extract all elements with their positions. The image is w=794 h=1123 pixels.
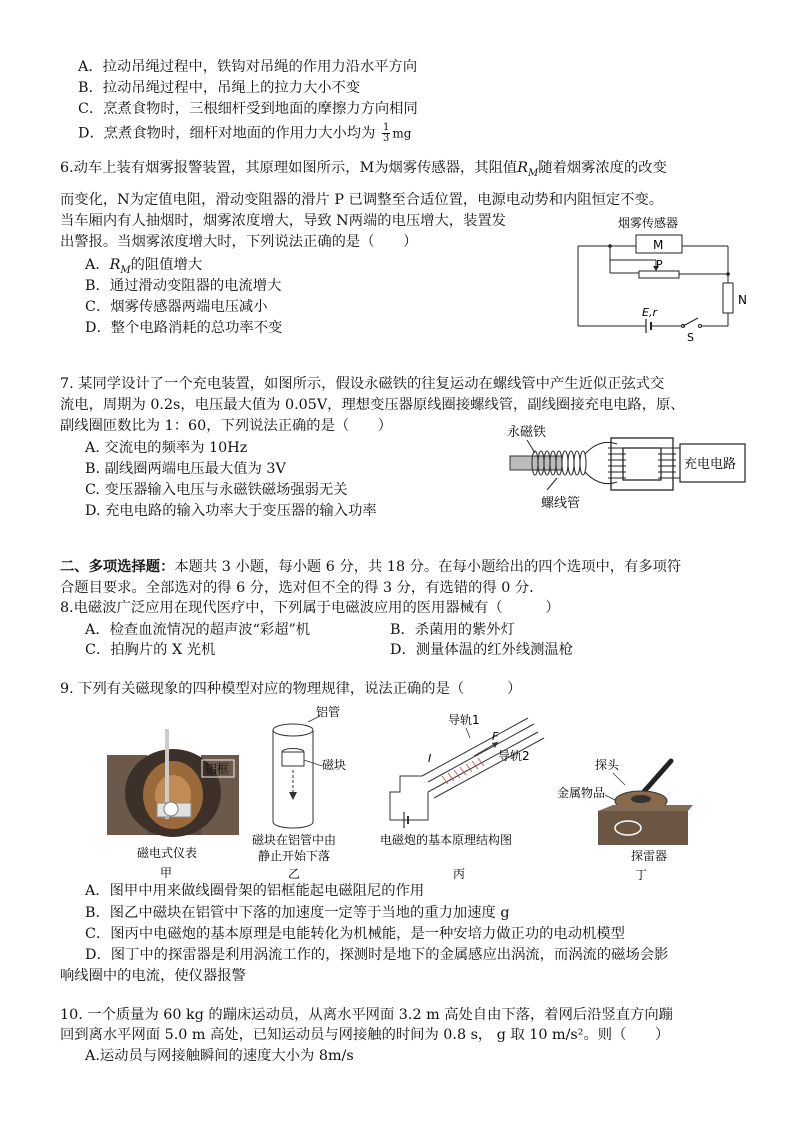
- charging-circuit-label: 充电电路: [684, 457, 737, 472]
- sensor-m-label: M: [653, 238, 664, 252]
- magnet-block-label: 磁块: [322, 758, 347, 772]
- q7-line1: 7. 某同学设计了一个充电装置，如图所示，假设永磁铁的往复运动在螺线管中产生近似正弦式交: [60, 376, 665, 392]
- figure-jia-galvanometer: [105, 725, 245, 880]
- transformer-core: [611, 438, 673, 490]
- q8-option-a: A．检查血流情况的超声波“彩超”机: [85, 622, 311, 638]
- q6-line4: 出警报。当烟雾浓度增大时，下列说法正确的是（ ）: [60, 234, 418, 250]
- section2-line1: [60, 557, 681, 577]
- smoke-alarm-circuit-diagram: [570, 208, 760, 348]
- q6-option-b: B．通过滑动变阻器的电流增大: [85, 278, 282, 294]
- q10-line2: 回到离水平网面 5.0 m 高处，已知运动员与网接触的时间为 0.8 s， g 取 10 m/s²。则（ ）: [60, 1027, 670, 1043]
- battery-er-label: E,r: [642, 306, 657, 319]
- figure-bing-letter: 丙: [453, 867, 466, 881]
- figure-ding-mine-detector: [553, 755, 693, 885]
- q6-line1: [60, 158, 667, 184]
- q10-line1: 10. 一个质量为 60 kg 的蹦床运动员，从离水平网面 3.2 m 高处自由下落，着网后沿竖直方向蹦: [60, 1007, 673, 1023]
- q9-option-c: C．图丙中电磁炮的基本原理是电能转化为机械能，是一种安培力做正功的电动机模型: [85, 926, 625, 942]
- q9-option-d-line2: 响线圈中的电流，使仪器报警: [60, 968, 246, 984]
- q5-option-d-text: D．烹煮食物时，细杆对地面的作用力大小均为: [78, 125, 376, 142]
- figure-yi-aluminum-tube: [248, 700, 358, 880]
- railgun-caption: 电磁炮的基本原理结构图: [380, 833, 513, 847]
- figure-ding-letter: 丁: [635, 868, 648, 882]
- q5-option-d: [78, 123, 411, 144]
- q6-option-a-rm: R: [109, 257, 121, 273]
- probe-label: 探头: [595, 758, 620, 772]
- detector-handle: [641, 761, 671, 795]
- q6-line3: 当车厢内有人抽烟时，烟雾浓度增大，导致 N两端的电压增大，装置发: [60, 213, 506, 229]
- q5-fraction-suffix: mg: [392, 126, 412, 141]
- q5-fraction: [382, 123, 390, 144]
- q6-option-a-pre: A．: [85, 257, 110, 273]
- magnet-bar: [510, 456, 562, 470]
- metal-object-label: 金属物品: [557, 786, 606, 800]
- rail1-label: 导轨1: [448, 713, 480, 727]
- q8-option-d: D．测量体温的红外线测温枪: [390, 642, 574, 658]
- magnet-label: 永磁铁: [507, 425, 547, 440]
- q6-line2: 而变化，N为定值电阻，滑动变阻器的滑片 P 已调整至合适位置，电源电动势和内阻恒定不变。: [60, 192, 664, 208]
- q8-option-b: B．杀菌用的紫外灯: [390, 622, 515, 638]
- section2-line1-rest: 本题共 3 小题，每小题 6 分，共 18 分。在每小题给出的四个选项中，有多项符: [174, 559, 682, 575]
- q10-option-a: A.运动员与网接触瞬间的速度大小为 8m/s: [85, 1048, 354, 1064]
- tube-caption-1: 磁块在铝管中由: [252, 833, 337, 847]
- q6-line1-pre: 6.动车上装有烟雾报警装置，其原理如图所示，M为烟雾传感器，其阻值: [60, 160, 518, 176]
- figure-bing-railgun: [378, 708, 553, 883]
- tube-caption-2: 静止开始下落: [258, 849, 331, 863]
- q6-option-a-post: 的阻值增大: [130, 257, 203, 273]
- mine-detector-caption: 探雷器: [631, 849, 668, 863]
- q7-option-a: A. 交流电的频率为 10Hz: [85, 440, 248, 456]
- q5-option-c: C．烹煮食物时，三根细杆受到地面的摩擦力方向相同: [78, 101, 418, 117]
- q9-stem: 9. 下列有关磁现象的四种模型对应的物理规律，说法正确的是（ ）: [60, 681, 522, 697]
- q5-fraction-num: 1: [382, 122, 390, 133]
- q7-line3: 副线圈匝数比为 1：60，下列说法正确的是（ ）: [60, 418, 393, 434]
- q7-option-b: B. 副线圈两端电压最大值为 3V: [85, 461, 286, 477]
- rheostat-resistor: [639, 271, 679, 278]
- q9-option-a: A．图甲中用来做线圈骨架的铝框能起电磁阻尼的作用: [85, 883, 425, 899]
- q8-stem: 8.电磁波广泛应用在现代医疗中，下列属于电磁波应用的医用器械有（ ）: [60, 600, 560, 616]
- solenoid-label: 螺线管: [541, 496, 581, 511]
- current-i-label: I: [428, 752, 432, 765]
- q7-option-d: D. 充电电路的输入功率大于变压器的输入功率: [85, 503, 377, 519]
- q6-option-d: D．整个电路消耗的总功率不变: [85, 320, 283, 336]
- force-f-label: F: [492, 730, 499, 743]
- q7-line2: 流电，周期为 0.2s，电压最大值为 0.05V，理想变压器原线圈接螺线管，副线圈接充电电路，原、: [60, 397, 685, 413]
- q9-option-b: B．图乙中磁块在铝管中下落的加速度一定等于当地的重力加速度 g: [85, 905, 510, 921]
- magnet-block: [282, 752, 304, 766]
- ground-block: [598, 811, 688, 845]
- aluminum-frame-label: 铝框: [205, 762, 230, 776]
- section2-line2: 合题目要求。全部选对的得 6 分，选对但不全的得 3 分，有选错的得 0 分.: [60, 580, 534, 596]
- q6-option-a-rm-sub: M: [120, 264, 131, 276]
- q5-fraction-den: 3: [382, 133, 390, 144]
- figure-yi-letter: 乙: [288, 867, 301, 880]
- aluminum-tube-label: 铝管: [316, 705, 341, 719]
- q6-rm: R: [517, 160, 528, 176]
- q6-option-c: C．烟雾传感器两端电压减小: [85, 299, 268, 315]
- q5-option-b: B．拉动吊绳过程中，吊绳上的拉力大小不变: [78, 80, 361, 96]
- figure-jia-letter: 甲: [160, 866, 173, 880]
- smoke-sensor-label: 烟雾传感器: [618, 216, 679, 230]
- resistor-n-label: N: [738, 293, 747, 307]
- slider-p-label: P: [656, 258, 663, 271]
- q9-option-d-line1: D．图丁中的探雷器是利用涡流工作的，探测时是地下的金属感应出涡流，而涡流的磁场会影: [85, 947, 669, 963]
- q6-line1-post: 随着烟雾浓度的改变: [538, 160, 667, 176]
- q7-option-c: C. 变压器输入电压与永磁铁磁场强弱无关: [85, 482, 348, 498]
- charging-device-diagram: [505, 418, 750, 513]
- q8-option-c: C．拍胸片的 X 光机: [85, 642, 216, 658]
- switch-s-label: S: [687, 331, 694, 344]
- q5-option-a: A．拉动吊绳过程中，铁钩对吊绳的作用力沿水平方向: [78, 59, 418, 75]
- rail2-label: 导轨2: [498, 749, 530, 763]
- section2-title: 二、多项选择题：: [60, 559, 175, 575]
- resistor-n: [723, 283, 733, 313]
- q6-rm-sub: M: [527, 167, 539, 179]
- galvanometer-caption: 磁电式仪表: [137, 846, 198, 860]
